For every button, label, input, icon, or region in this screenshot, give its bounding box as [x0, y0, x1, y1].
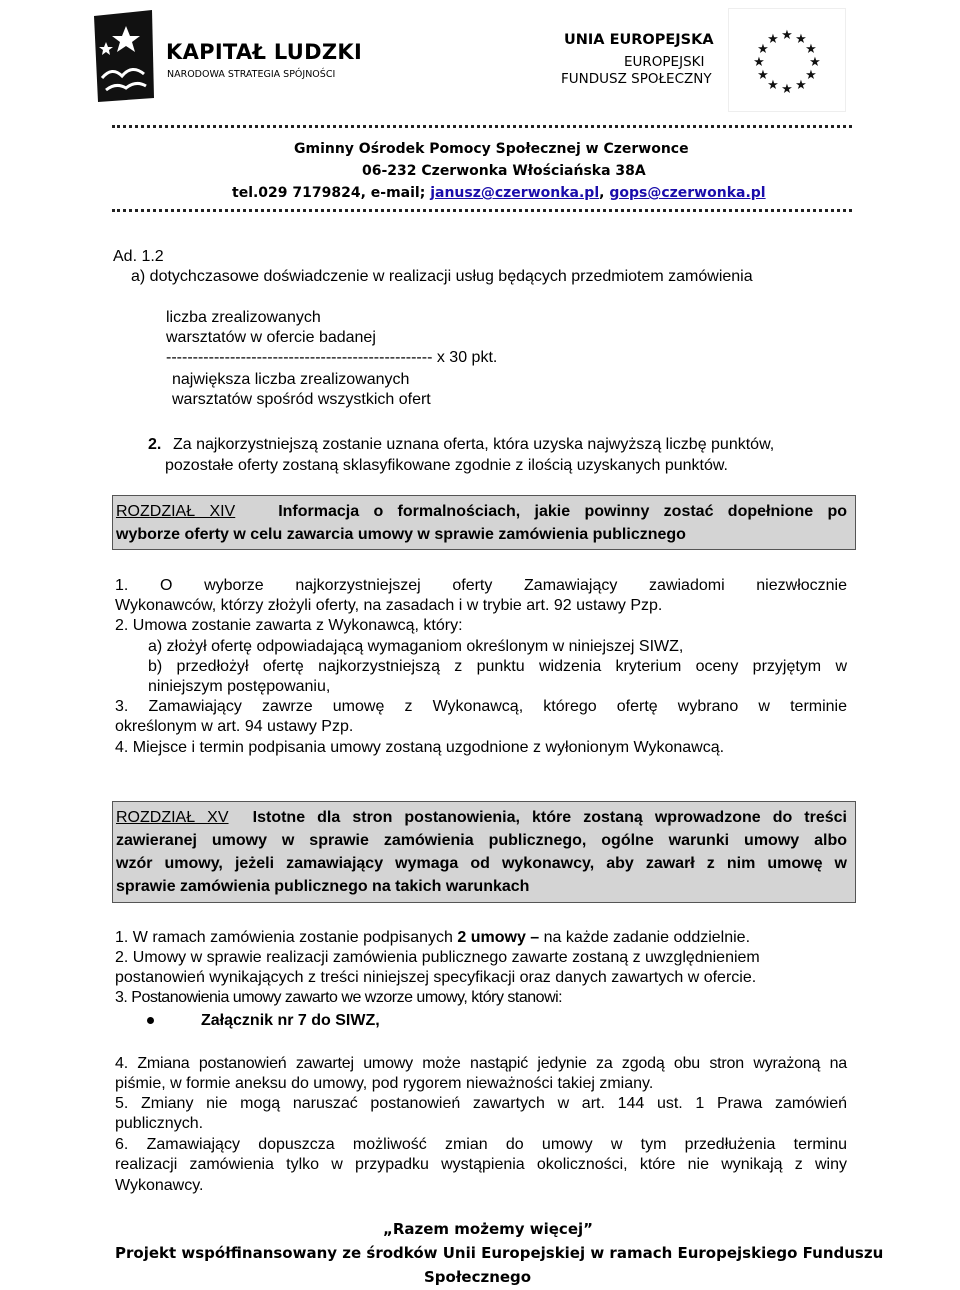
formula-fraction-line: -------------------------------------------------- x 30 pkt.	[166, 349, 498, 366]
kapital-ludzki-emblem-icon	[92, 8, 156, 104]
svg-text:★: ★	[795, 32, 807, 47]
svg-text:★: ★	[767, 32, 779, 47]
ch14-item-3: 3. Zamawiający zawrze umowę z Wykonawcą, którego ofertę wybrano w terminie	[115, 698, 847, 715]
ch15-item-2: 2. Umowy w sprawie realizacji zamówienia publicznego zawarte zostaną z uwzględnieniem	[115, 949, 760, 966]
chapter-14-title1: Informacja o formalnościach, jakie powinny zostać dopełnione po	[278, 503, 847, 520]
ch15-item-6-cont: realizacji zamówienia tylko w przypadku wystąpienia okoliczności, które nie wynikają z winy	[115, 1156, 847, 1173]
ch14-item-2: 2. Umowa zostanie zawarta z Wykonawcą, który:	[115, 617, 463, 634]
kapital-ludzki-subtitle: NARODOWA STRATEGIA SPÓJNOŚCI	[167, 69, 336, 80]
header-rule-top	[112, 125, 852, 128]
ad-p2-line1: Za najkorzystniejszą zostanie uznana oferta, która uzyska najwyższą liczbę punktów,	[173, 436, 775, 453]
chapter-14-label: ROZDZIAŁ XIV	[116, 503, 236, 520]
ad-title: Ad. 1.2	[113, 248, 164, 265]
svg-text:★: ★	[781, 82, 793, 97]
chapter-15-line2: zawieranej umowy w sprawie zamówienia publicznego, ogólne warunki umowy albo	[116, 832, 847, 849]
eu-logo-line2: EUROPEJSKI	[624, 54, 705, 70]
svg-text:★: ★	[767, 78, 779, 93]
ch15-item-6: 6. Zamawiający dopuszcza możliwość zmian do umowy w tym przedłużenia terminu	[115, 1136, 847, 1153]
eu-flag	[728, 8, 846, 112]
eu-logo-line1: UNIA EUROPEJSKA	[564, 32, 714, 48]
footer-slogan: „Razem możemy więcej”	[383, 1220, 593, 1238]
ad-item-a: a) dotychczasowe doświadczenie w realizacji usług będących przedmiotem zamówienia	[131, 268, 753, 285]
ch15-item-3: 3. Postanowienia umowy zawarto we wzorze umowy, który stanowi:	[115, 989, 563, 1006]
chapter-15-label: ROZDZIAŁ XV	[116, 809, 229, 826]
ch15-item-6-cont2: Wykonawcy.	[115, 1177, 204, 1194]
svg-text:★: ★	[757, 42, 769, 57]
footer-line2: Społecznego	[424, 1268, 532, 1286]
kapital-ludzki-title: KAPITAŁ LUDZKI	[166, 40, 363, 64]
org-address: 06-232 Czerwonka Włościańska 38A	[362, 163, 646, 179]
ch14-item-2b: b) przedłożył ofertę najkorzystniejszą z punktu widzenia kryterium oceny przyjętym w	[148, 658, 847, 675]
footer-line1: Projekt współfinansowany ze środków Unii Europejskiej w ramach Europejskiego Funduszu	[115, 1244, 884, 1262]
email-link-gops[interactable]: gops@czerwonka.pl	[609, 185, 766, 201]
ad-p2-number: 2.	[148, 436, 162, 453]
chapter-15-line1	[116, 806, 847, 829]
chapter-14-line1	[116, 500, 847, 523]
contact-phone: tel.029 7179824, e-mail;	[232, 185, 431, 201]
eu-logo	[560, 8, 850, 108]
chapter-14-heading	[112, 495, 856, 550]
ch14-item-2b-cont: niniejszym postępowaniu,	[148, 678, 331, 695]
svg-text:★: ★	[809, 55, 821, 70]
header-rule-bottom	[112, 209, 852, 212]
org-contact	[232, 183, 766, 203]
ch15-item-1-bold: 2 umowy –	[457, 929, 540, 946]
svg-text:★: ★	[781, 28, 793, 43]
ch14-item-1: 1. O wyborze najkorzystniejszej oferty Zamawiający zawiadomi niezwłocznie	[115, 577, 847, 594]
ch15-bullet-attachment: Załącznik nr 7 do SIWZ,	[201, 1012, 380, 1029]
ch15-item-1: 1. W ramach zamówienia zostanie podpisanych 2 umowy – na każde zadanie oddzielnie.	[115, 929, 751, 946]
contact-sep: ,	[599, 185, 610, 201]
svg-text:★: ★	[753, 55, 765, 70]
chapter-14-line2: wyborze oferty w celu zawarcia umowy w sprawie zamówienia publicznego	[116, 526, 686, 543]
svg-text:★: ★	[805, 68, 817, 83]
ch14-item-3-cont: określonym w art. 94 ustawy Pzp.	[115, 718, 354, 735]
ch15-item-2-cont: postanowień wynikających z treści niniejszej specyfikacji oraz danych zawartych w ofercie.	[115, 969, 757, 986]
chapter-15-line3: wzór umowy, jeżeli zamawiający wymaga od wykonawcy, aby zawarł z nim umowę w	[116, 855, 847, 872]
ch15-item-5: 5. Zmiany nie mogą naruszać postanowień zawartych w art. 144 ust. 1 Prawa zamówień	[115, 1095, 847, 1112]
eu-stars-icon	[729, 9, 845, 111]
chapter-15-line4: sprawie zamówienia publicznego na takich warunkach	[116, 878, 530, 895]
eu-logo-line3: FUNDUSZ SPOŁECZNY	[561, 71, 712, 87]
svg-text:★: ★	[757, 68, 769, 83]
chapter-15-heading	[112, 801, 856, 903]
kapital-ludzki-logo	[92, 8, 362, 108]
ch15-item-4-cont: piśmie, w formie aneksu do umowy, pod rygorem nieważności takiej zmiany.	[115, 1075, 654, 1092]
ch14-item-4: 4. Miejsce i termin podpisania umowy zostaną uzgodnione z wyłonionym Wykonawcą.	[115, 739, 725, 756]
chapter-15-title1: Istotne dla stron postanowienia, które zostaną wprowadzone do treści	[252, 809, 848, 826]
ch14-item-1-cont: Wykonawców, którzy złożyli oferty, na zasadach i w trybie art. 92 ustawy Pzp.	[115, 597, 663, 614]
org-name: Gminny Ośrodek Pomocy Społecznej w Czerwonce	[294, 141, 689, 157]
ch15-item-4: 4. Zmiana postanowień zawartej umowy może nastąpić jedynie za zgodą obu stron wyrażoną na	[115, 1055, 847, 1072]
formula-den1: największa liczba zrealizowanych	[172, 371, 410, 388]
ch15-item-5-cont: publicznych.	[115, 1115, 204, 1132]
svg-text:★: ★	[795, 78, 807, 93]
ch14-item-2a: a) złożył ofertę odpowiadającą wymaganiom określonym w niniejszej SIWZ,	[148, 638, 684, 655]
formula-den2: warsztatów spośród wszystkich ofert	[172, 391, 431, 408]
formula-num2: warsztatów w ofercie badanej	[166, 329, 376, 346]
email-link-janusz[interactable]: janusz@czerwonka.pl	[430, 185, 600, 201]
formula-num1: liczba zrealizowanych	[166, 309, 321, 326]
svg-text:★: ★	[805, 42, 817, 57]
bullet-icon	[147, 1017, 154, 1024]
ad-p2-line2: pozostałe oferty zostaną sklasyfikowane zgodnie z ilością uzyskanych punktów.	[165, 457, 728, 474]
